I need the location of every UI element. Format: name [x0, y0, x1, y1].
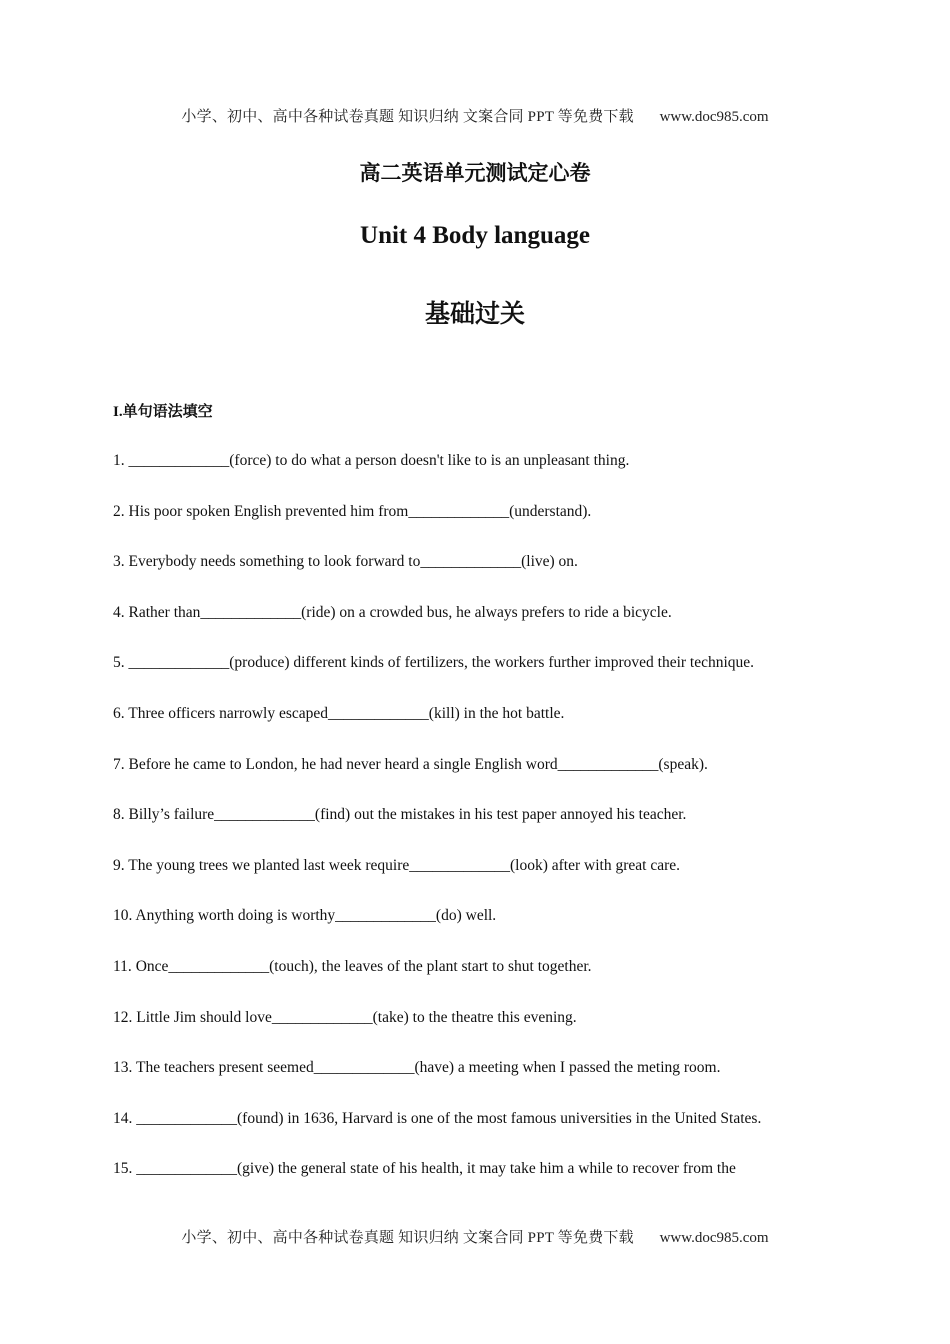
question-text-before: Three officers narrowly escaped: [124, 704, 329, 722]
footer-text: 小学、初中、高中各种试卷真题 知识归纳 文案合同 PPT 等免费下载: [181, 1230, 634, 1246]
question-item: [113, 856, 873, 907]
question-item: [113, 957, 873, 1008]
question-item: [113, 603, 873, 654]
question-text-after: (look) after with great care.: [510, 856, 680, 874]
question-text-after: (take) to the theatre this evening.: [372, 1008, 577, 1026]
question-text-after: (live) on.: [521, 553, 578, 571]
question-text-before: Rather than: [124, 603, 201, 621]
question-text-after: (kill) in the hot battle.: [428, 704, 565, 722]
question-number: 4.: [113, 603, 125, 621]
page-title: 高二英语单元测试定心卷: [359, 161, 591, 185]
question-text-after: (have) a meeting when I passed the meting room.: [414, 1059, 721, 1077]
question-text-before: Anything worth doing is worthy: [132, 907, 336, 925]
question-text-before: Billy’s failure: [124, 806, 215, 824]
section-heading: I.单句语法填空: [113, 404, 213, 420]
header-url[interactable]: www.doc985.com: [659, 109, 769, 125]
header-text: 小学、初中、高中各种试卷真题 知识归纳 文案合同 PPT 等免费下载: [181, 109, 634, 125]
page-header: [0, 105, 950, 126]
question-text-after: (give) the general state of his health, it may take him a while to recover from the: [237, 1160, 736, 1178]
question-item: [113, 755, 873, 806]
answer-blank[interactable]: _____________: [200, 603, 302, 621]
page-footer: [0, 1226, 950, 1247]
answer-blank[interactable]: _____________: [168, 957, 270, 975]
question-number: 5.: [113, 654, 125, 672]
footer-url[interactable]: www.doc985.com: [659, 1230, 769, 1246]
question-number: 13.: [113, 1059, 133, 1077]
answer-blank[interactable]: _____________: [409, 856, 511, 874]
answer-blank[interactable]: _____________: [271, 1008, 373, 1026]
answer-blank[interactable]: _____________: [214, 806, 315, 824]
question-text-before: Once: [131, 957, 169, 975]
question-text-after: (touch), the leaves of the plant start to shut together.: [269, 957, 592, 975]
answer-blank[interactable]: _____________: [557, 755, 659, 773]
question-number: 11.: [113, 957, 132, 975]
question-text-before: Everybody needs something to look forward to: [124, 553, 421, 571]
answer-blank[interactable]: _____________: [136, 1109, 237, 1127]
answer-blank[interactable]: _____________: [420, 553, 522, 571]
question-item: [113, 451, 873, 502]
question-text-after: (produce) different kinds of fertilizers, the workers further improved their technique.: [229, 654, 755, 672]
question-text-after: (find) out the mistakes in his test paper annoyed his teacher.: [314, 806, 687, 824]
question-item: [113, 502, 873, 553]
answer-blank[interactable]: _____________: [408, 502, 510, 520]
answer-blank[interactable]: _____________: [313, 1059, 415, 1077]
section-subtitle: 基础过关: [424, 301, 525, 328]
question-number: 15.: [113, 1160, 133, 1178]
answer-blank[interactable]: _____________: [128, 654, 230, 672]
question-text-before: The young trees we planted last week require: [124, 856, 410, 874]
question-number: 7.: [113, 755, 125, 773]
answer-blank[interactable]: _____________: [136, 1160, 237, 1178]
question-text-after: (force) to do what a person doesn't like to is an unpleasant thing.: [229, 452, 630, 469]
answer-blank[interactable]: _____________: [335, 907, 436, 925]
unit-title: Unit 4 Body language: [360, 222, 590, 249]
question-text-after: (do) well.: [435, 907, 497, 925]
question-item: [113, 653, 873, 704]
answer-blank[interactable]: _____________: [328, 704, 429, 722]
answer-blank[interactable]: _____________: [128, 452, 230, 469]
question-number: 10.: [113, 907, 133, 925]
question-number: 8.: [113, 806, 125, 824]
question-text-after: (ride) on a crowded bus, he always prefers to ride a bicycle.: [301, 603, 672, 621]
question-number: 12.: [113, 1008, 133, 1026]
question-number: 9.: [113, 856, 125, 874]
question-number: 3.: [113, 553, 125, 571]
question-number: 1.: [113, 452, 125, 469]
question-text-before: His poor spoken English prevented him from: [124, 502, 409, 520]
question-number: 2.: [113, 502, 125, 520]
question-item: [113, 1159, 873, 1210]
question-item: [113, 805, 873, 856]
question-item: [113, 1109, 873, 1160]
question-item: [113, 704, 873, 755]
question-text-after: (understand).: [509, 502, 592, 520]
question-text-after: (found) in 1636, Harvard is one of the most famous universities in the United States.: [237, 1109, 762, 1127]
question-text-before: Before he came to London, he had never heard a single English word: [124, 755, 558, 773]
question-item: [113, 1058, 873, 1109]
question-item: [113, 1008, 873, 1059]
question-text-after: (speak).: [658, 755, 708, 773]
question-item: [113, 906, 873, 957]
question-number: 6.: [113, 704, 125, 722]
question-item: [113, 552, 873, 603]
question-text-before: Little Jim should love: [132, 1008, 272, 1026]
question-list: [113, 451, 873, 1210]
question-number: 14.: [113, 1109, 133, 1127]
question-text-before: The teachers present seemed: [132, 1059, 314, 1077]
